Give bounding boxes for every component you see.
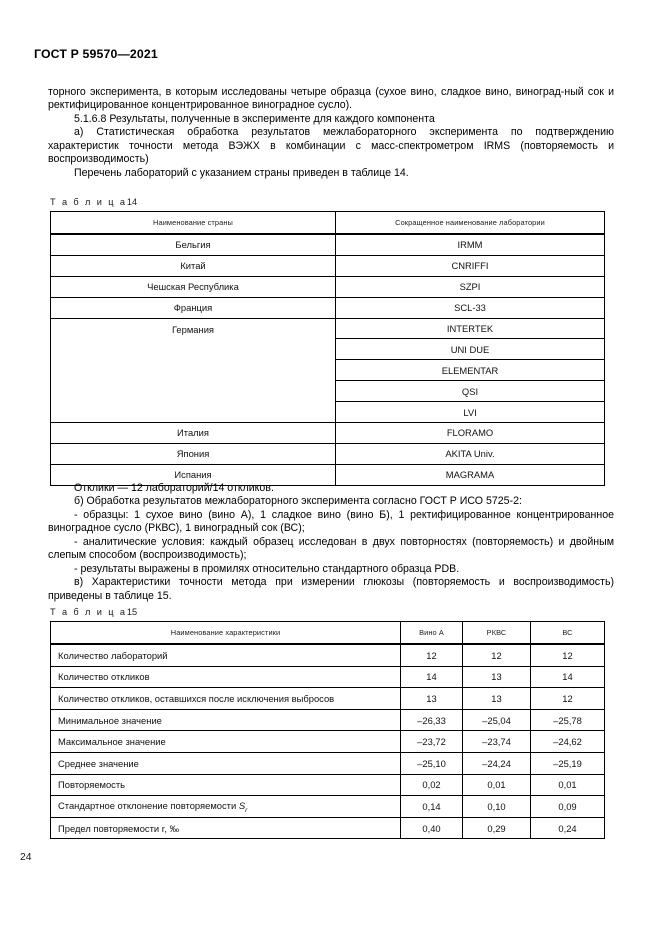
- cell-characteristic: Количество откликов: [51, 666, 401, 688]
- paragraph-item-a: а) Статистическая обработка результатов межлабораторного эксперимента по подтверждению характеристик точности метода ВЭЖХ в комбинации с масс-спектрометром IRMS (повторяемость и воспроизводимость): [48, 126, 614, 166]
- table-row: [51, 666, 605, 688]
- cell-rkvs: 13: [463, 688, 531, 710]
- paragraph-samples: - образцы: 1 сухое вино (вино А), 1 сладкое вино (вино Б), 1 ректифицированное концентрированное виноградное сусло (РКВС), 1 виноградный сок (ВС);: [48, 508, 614, 535]
- cell-lab: INTERTEK: [336, 318, 605, 339]
- paragraph-lab-list-ref: Перечень лабораторий с указанием страны приведен в таблице 14.: [74, 166, 409, 179]
- table-14-header-lab: Сокращенное наименование лаборатории: [336, 212, 605, 235]
- cell-wine-a: 13: [401, 688, 463, 710]
- table-row: [51, 255, 605, 276]
- cell-country-germany: Германия: [51, 318, 336, 422]
- table-row: [51, 817, 605, 839]
- table-row: [51, 796, 605, 818]
- table-row: [51, 276, 605, 297]
- paragraph-results-permille: - результаты выражены в промилях относительно стандартного образца PDB.: [74, 562, 460, 575]
- cell-vs: 14: [531, 666, 605, 688]
- cell-lab: LVI: [336, 402, 605, 423]
- table-14-header-row: [51, 212, 605, 235]
- cell-country: Япония: [51, 443, 336, 464]
- cell-characteristic: Предел повторяемости r, ‰: [51, 817, 401, 839]
- cell-wine-a: 14: [401, 666, 463, 688]
- cell-rkvs: –24,24: [463, 752, 531, 774]
- cell-wine-a: –26,33: [401, 709, 463, 731]
- cell-rkvs: –25,04: [463, 709, 531, 731]
- cell-lab: AKITA Univ.: [336, 443, 605, 464]
- table-15-header-wine-a: Вино А: [401, 622, 463, 645]
- cell-wine-a: 0,14: [401, 796, 463, 818]
- cell-vs: 0,24: [531, 817, 605, 839]
- paragraph-analytical-conditions: - аналитические условия: каждый образец исследован в двух повторностях (повторяемость) и двойным слепым способом (воспроизводимость);: [48, 535, 614, 562]
- table-14-caption-word: Т а б л и ц а: [50, 197, 127, 207]
- page-number: 24: [20, 852, 32, 863]
- table-precision-characteristics: [50, 621, 605, 839]
- table-row: [51, 318, 605, 339]
- cell-vs: –24,62: [531, 731, 605, 753]
- table-15-caption-word: Т а б л и ц а: [50, 607, 127, 617]
- table-row: [51, 423, 605, 444]
- cell-vs: –25,78: [531, 709, 605, 731]
- cell-characteristic: Среднее значение: [51, 752, 401, 774]
- table-row: [51, 644, 605, 666]
- table-row: [51, 752, 605, 774]
- table-row: [51, 688, 605, 710]
- paragraph-responses: Отклики — 12 лабораторий/14 откликов.: [74, 482, 274, 494]
- table-15-header-characteristic: Наименование характеристики: [51, 622, 401, 645]
- cell-rkvs: 0,10: [463, 796, 531, 818]
- cell-characteristic: Минимальное значение: [51, 709, 401, 731]
- table-row: [51, 774, 605, 796]
- cell-vs: 0,01: [531, 774, 605, 796]
- cell-vs: 12: [531, 688, 605, 710]
- cell-vs: 0,09: [531, 796, 605, 818]
- table-14-caption: [50, 197, 137, 207]
- cell-lab: SZPI: [336, 276, 605, 297]
- cell-lab: IRMM: [336, 234, 605, 255]
- cell-characteristic: Количество откликов, оставшихся после исключения выбросов: [51, 688, 401, 710]
- body-text-middle: [48, 482, 614, 603]
- table-15-caption-number: 15: [126, 607, 138, 617]
- cell-country: Китай: [51, 255, 336, 276]
- cell-lab: CNRIFFI: [336, 255, 605, 276]
- cell-country: Франция: [51, 297, 336, 318]
- table-15-caption: [50, 607, 137, 617]
- table-row: [51, 234, 605, 255]
- body-text-top: [48, 86, 614, 180]
- cell-wine-a: 0,02: [401, 774, 463, 796]
- cell-lab: ELEMENTAR: [336, 360, 605, 381]
- cell-wine-a: –23,72: [401, 731, 463, 753]
- cell-lab: UNI DUE: [336, 339, 605, 360]
- paragraph-item-b: б) Обработка результатов межлабораторного эксперимента согласно ГОСТ Р ИСО 5725-2:: [74, 495, 522, 508]
- cell-lab: QSI: [336, 381, 605, 402]
- cell-rkvs: 0,29: [463, 817, 531, 839]
- cell-rkvs: 12: [463, 644, 531, 666]
- paragraph-item-v: в) Характеристики точности метода при измерении глюкозы (повторяемость и воспроизводимость) приведены в таблице 15.: [48, 576, 614, 602]
- table-row: [51, 297, 605, 318]
- table-14-body: [51, 234, 605, 485]
- table-14-caption-number: 14: [126, 197, 138, 207]
- page-content: [48, 0, 614, 935]
- cell-characteristic: Количество лабораторий: [51, 644, 401, 666]
- table-laboratories: [50, 211, 605, 486]
- table-15-header-row: [51, 622, 605, 645]
- table-14-header-country: Наименование страны: [51, 212, 336, 235]
- running-head-standard-number: ГОСТ Р 59570—2021: [34, 47, 158, 61]
- cell-rkvs: 13: [463, 666, 531, 688]
- characteristic-subscript: r: [245, 806, 248, 814]
- table-15-body: [51, 644, 605, 839]
- cell-lab: SCL-33: [336, 297, 605, 318]
- cell-country: Испания: [51, 464, 336, 485]
- cell-wine-a: –25,10: [401, 752, 463, 774]
- characteristic-text: Стандартное отклонение повторяемости S: [58, 799, 246, 811]
- cell-country: Бельгия: [51, 234, 336, 255]
- cell-rkvs: –23,74: [463, 731, 531, 753]
- cell-lab: MAGRAMA: [336, 464, 605, 485]
- paragraph-continued: торного эксперимента, в которым исследованы четыре образца (сухое вино, сладкое вино, виноград-ный сок и ректифицированное концентрированное виноградное сусло).: [48, 86, 614, 112]
- cell-rkvs: 0,01: [463, 774, 531, 796]
- table-15-header-vs: ВС: [531, 622, 605, 645]
- table-15-header-rkvs: РКВС: [463, 622, 531, 645]
- cell-characteristic: Максимальное значение: [51, 731, 401, 753]
- table-row: [51, 709, 605, 731]
- cell-country: Чешская Республика: [51, 276, 336, 297]
- table-row: [51, 731, 605, 753]
- cell-characteristic: Повторяемость: [51, 774, 401, 796]
- table-row: [51, 443, 605, 464]
- cell-lab: FLORAMO: [336, 423, 605, 444]
- cell-wine-a: 12: [401, 644, 463, 666]
- paragraph-5-1-6-8: 5.1.6.8 Результаты, полученные в эксперименте для каждого компонента: [74, 112, 435, 125]
- cell-wine-a: 0,40: [401, 817, 463, 839]
- cell-country: Италия: [51, 423, 336, 444]
- cell-vs: –25,19: [531, 752, 605, 774]
- cell-vs: 12: [531, 644, 605, 666]
- cell-characteristic: [51, 796, 401, 818]
